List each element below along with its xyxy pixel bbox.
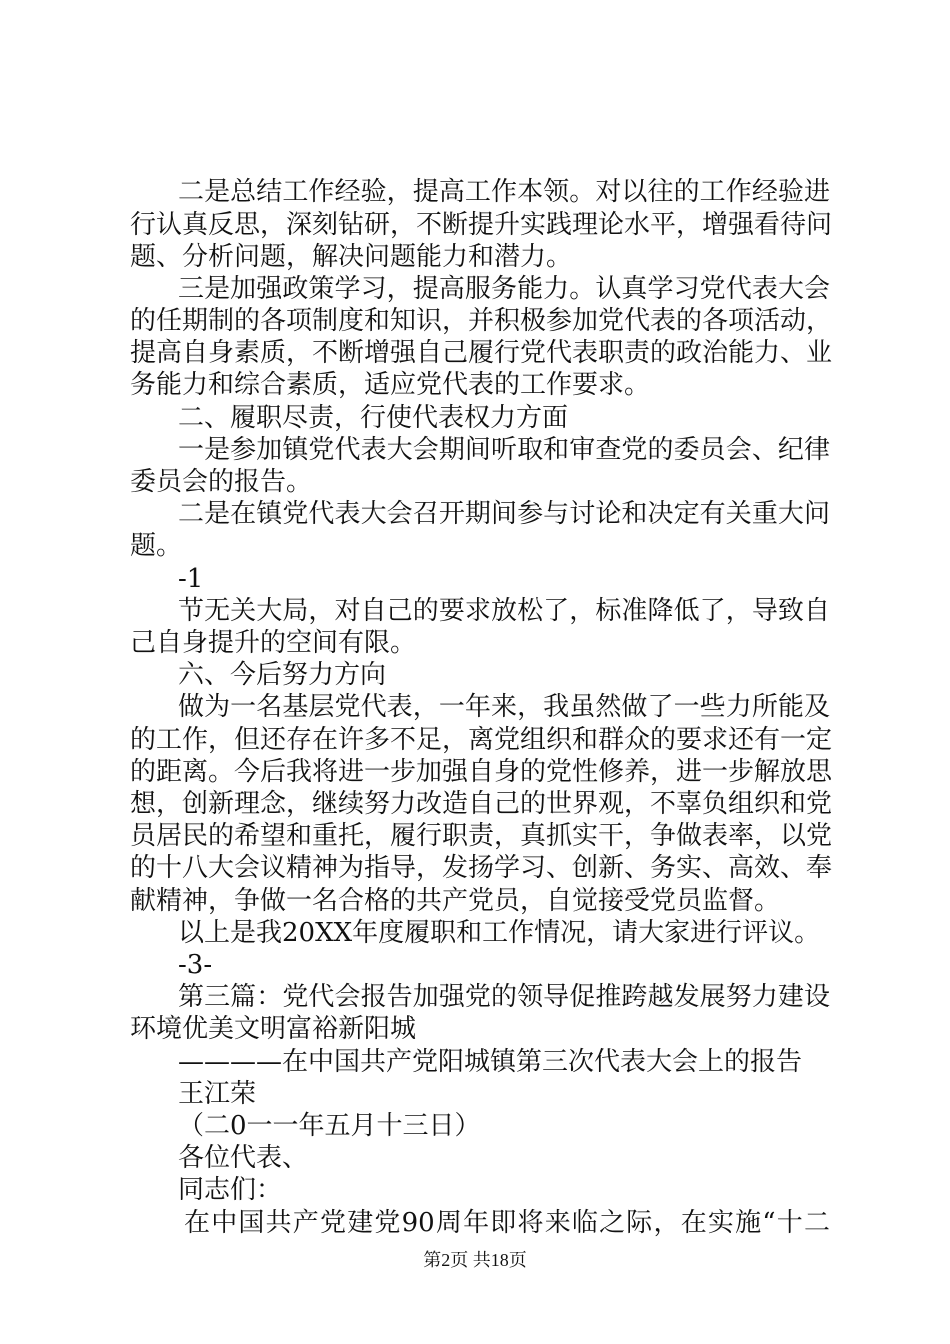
text-line: 节无关大局，对自己的要求放松了，标准降低了，导致自 [178, 596, 830, 626]
text-line: 的距离。今后我将进一步加强自身的党性修养，进一步解放思 [130, 757, 833, 787]
salutation: 各位代表、 [178, 1143, 309, 1173]
chapter-title-cont: 环境优美文明富裕新阳城 [130, 1014, 417, 1044]
text-line: 三是加强政策学习，提高服务能力。认真学习党代表大会 [178, 274, 830, 304]
text-line: 提高自身素质，不断增强自己履行党代表职责的政治能力、业 [130, 338, 833, 368]
text-line: 做为一名基层党代表，一年来，我虽然做了一些力所能及 [178, 692, 830, 722]
salutation: 同志们： [178, 1175, 283, 1205]
text-line: 行认真反思，深刻钻研，不断提升实践理论水平，增强看待问 [130, 210, 833, 240]
text-line: 员居民的希望和重托，履行职责，真抓实干，争做表率，以党 [130, 821, 833, 851]
text-line: 己自身提升的空间有限。 [130, 628, 417, 658]
text-line: 的任期制的各项制度和知识，并积极参加党代表的各项活动， [130, 306, 833, 336]
text-line: 一是参加镇党代表大会期间听取和审查党的委员会、纪律 [178, 435, 830, 465]
text-line: 在中国共产党建党90周年即将来临之际，在实施“十二 [184, 1208, 830, 1238]
section-heading: 二、履职尽责，行使代表权力方面 [178, 403, 569, 433]
text-line: 务能力和综合素质，适应党代表的工作要求。 [130, 370, 651, 400]
page-marker: -1 [178, 564, 204, 594]
chapter-title: 第三篇：党代会报告加强党的领导促推跨越发展努力建设 [178, 982, 830, 1012]
text-line: 的十八大会议精神为指导，发扬学习、创新、务实、高效、奉 [130, 853, 833, 883]
report-date: （二0一一年五月十三日） [178, 1111, 481, 1141]
section-heading: 六、今后努力方向 [178, 660, 387, 690]
page-marker: -3- [178, 950, 213, 980]
text-line: 想，创新理念，继续努力改造自己的世界观，不辜负组织和党 [130, 789, 833, 819]
text-line: 二是总结工作经验，提高工作本领。对以往的工作经验进 [178, 177, 830, 207]
text-line: 题、分析问题，解决问题能力和潜力。 [130, 242, 573, 272]
text-line: 以上是我20XX年度履职和工作情况，请大家进行评议。 [178, 918, 821, 948]
text-line: 的工作，但还存在许多不足，离党组织和群众的要求还有一定 [130, 725, 833, 755]
text-line: 题。 [130, 531, 183, 561]
text-line: 委员会的报告。 [130, 467, 313, 497]
report-subtitle: ————在中国共产党阳城镇第三次代表大会上的报告 [178, 1047, 803, 1077]
text-line: 献精神，争做一名合格的共产党员，自觉接受党员监督。 [130, 886, 781, 916]
text-line: 二是在镇党代表大会召开期间参与讨论和决定有关重大问 [178, 499, 830, 529]
page-footer: 第2页 共18页 [423, 1250, 527, 1270]
author-name: 王江荣 [178, 1079, 257, 1109]
